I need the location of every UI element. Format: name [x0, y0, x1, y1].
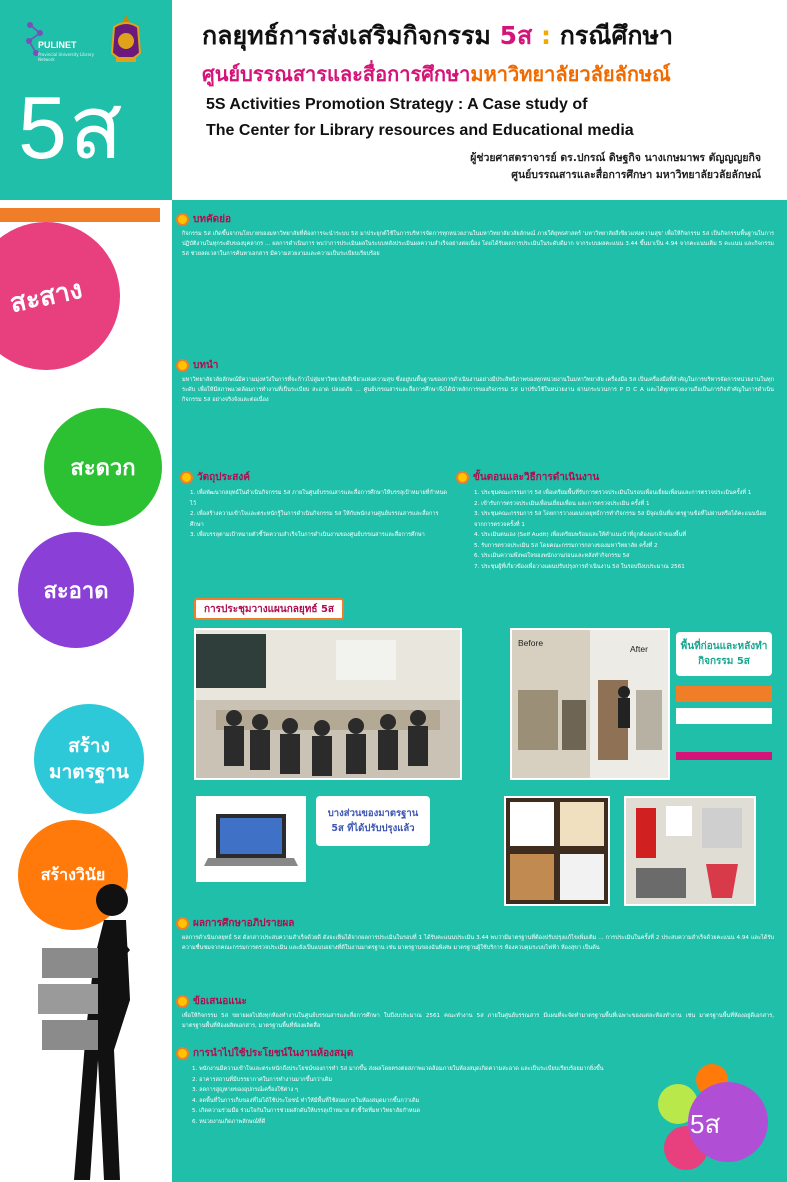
- title-english: [206, 92, 634, 144]
- benefit-item: 1. พนักงานมีความเข้าใจและตระหนักถึงประโยชน์ของการทำ 5ส มากขึ้น ส่งผลโดยตรงต่อสภาพแวดล้อมภายในห้องสมุดเกิดความสะอาด และเป็นระเบียบเรียบร้อยมากยิ่งขึ้น: [192, 1066, 604, 1072]
- step-item: 2. เข้ารับการตรวจประเมินเพื่อนเยี่ยมเพื่อน และการตรวจประเมิน ครั้งที่ 1: [474, 500, 650, 507]
- circle-shitsuke-label: สร้างวินัย: [40, 864, 106, 884]
- suggestions-text: เพื่อให้กิจกรรม 5ส ขยายผลไปยังทุกห้องทำงานในศูนย์บรรณสารและสื่อการศึกษา ในปีงบประมาณ 2561 คณะทำงาน 5ส ภายในศูนย์บรรณสาร มีแผนที่จะจัดทำมาตรฐานพื้นที่เฉพาะของแต่ละห้องทำงาน เช่น มาตรฐานพื้นที่ห้องอยู่ดีเอกสาร, มาตรฐานพื้นที่ห้องผลิตเอกสาร, มาตรฐานพื้นที่ห้องผลิตสื่อ: [182, 1013, 774, 1030]
- standards-photo-1: [196, 796, 306, 882]
- objectives-heading: [180, 470, 452, 485]
- benefits-section: [176, 1046, 646, 1127]
- bullet-icon: [176, 213, 189, 226]
- shelf-labels-image: [506, 798, 608, 904]
- steps-list: [456, 488, 774, 572]
- benefit-item: 6. หน่วยงานเกิดภาพลักษณ์ที่ดี: [192, 1118, 266, 1125]
- laptop-image: [198, 798, 304, 880]
- step-item: 4. ประเมินตนเอง (Self Audit) เพื่อเตรียมพร้อมและให้คำแนะนำที่ถูกต้องแก่เจ้าของพื้นที่: [474, 532, 687, 538]
- standards-photo-2: [504, 796, 610, 906]
- step-item: 6. ประเมินความพึงพอใจของพนักงานก่อนและหลังทำกิจกรรม 5ส: [474, 553, 630, 559]
- benefit-item: 5. เกิดความร่วมมือ ร่วมใจกันในการช่วยผลักดันให้บรรลุเป้าหมาย ตัวชี้วัดที่มหาวิทยาลัยกำหนด: [192, 1108, 421, 1114]
- intro-text: มหาวิทยาลัยวลัยลักษณ์มีความมุ่งหวังในการที่จะก้าวไปสู่มหาวิทยาลัยสีเขียวแห่งความสุข ซึ่งอยู่บนพื้นฐานของการดำเนินงานอย่างมีประสิทธิภาพของทุกหน่วยงานในมหาวิทยาลัย เครื่องมือ 5ส เป็นเครื่องมือที่สำคัญในการบริหารจัดการหน่วยงานในทุกระดับ เพื่อให้มีสภาพแวดล้อมการทำงานที่เป็นระเบียบ สะอาด ปลอดภัย ... ศูนย์บรรณสารและสื่อการศึกษาจึงได้นำหลักการของกิจกรรม 5ส มาปรับใช้ในหน่วยงาน ผ่านกระบวนการ P D C A และได้ทุกหน่วยงานถือเป็นภารกิจสำคัญในการดำเนินกิจกรรม 5ส อย่างจริงจังและต่อเนื่อง: [182, 377, 774, 404]
- area-caption-box: [676, 632, 772, 676]
- circle-seiri-label: สะสาง: [7, 274, 85, 319]
- header: [172, 0, 787, 200]
- title-english-line1: 5S Activities Promotion Strategy : A Case study of: [206, 96, 588, 113]
- circle-seiso: [18, 532, 134, 648]
- meeting-photo-label: การประชุมวางแผนกลยุทธ์ 5ส: [194, 598, 344, 620]
- step-item: 5. รับการตรวจประเมิน 5ส โดยคณะกรรมการกลางของมหาวิทยาลัย ครั้งที่ 2: [474, 542, 658, 549]
- step-item: 7. ประชุมผู้ที่เกี่ยวข้องเพื่อวางแผนปรับปรุงการดำเนินงาน 5ส ในรอบปีงบประมาณ 2561: [474, 563, 685, 570]
- authors: [470, 150, 761, 184]
- area-caption: พื้นที่ก่อนและหลังทำกิจกรรม 5ส: [680, 641, 768, 667]
- abstract-section: [176, 212, 774, 260]
- title-thai-center: ศูนย์บรรณสารและสื่อการศึกษา: [202, 62, 471, 86]
- title-english-line2: The Center for Library resources and Educational media: [206, 122, 634, 139]
- standard-caption-box: [316, 796, 430, 846]
- logo-area: [0, 0, 172, 82]
- after-label: After: [630, 644, 648, 654]
- bullet-icon: [456, 471, 469, 484]
- bullet-icon: [180, 471, 193, 484]
- pulinet-logo-text: PULINET: [38, 40, 77, 50]
- orange-accent-bar: [0, 208, 160, 222]
- circle-seiton: [44, 408, 162, 526]
- step-item: 1. ประชุมคณะกรรมการ 5ส เพื่อเตรียมพื้นที่รับการตรวจประเมินในรอบเพื่อนเยี่ยมเพื่อนและการตรวจประเมินครั้งที่ 1: [474, 490, 752, 496]
- intro-section: [176, 358, 774, 406]
- circle-seiketsu: [34, 704, 144, 814]
- abstract-heading-text: บทคัดย่อ: [193, 214, 231, 225]
- benefit-item: 3. ลดการสูญหายของอุปกรณ์เครื่องใช้ต่าง ๆ: [192, 1087, 298, 1093]
- objectives-heading-text: วัตถุประสงค์: [197, 472, 250, 483]
- before-after-photo: [510, 628, 670, 780]
- orange-strip-2: [676, 708, 772, 724]
- authors-affiliation: ศูนย์บรรณสารและสื่อการศึกษา มหาวิทยาลัยวลัยลักษณ์: [511, 169, 761, 181]
- university-seal-icon: [106, 13, 146, 69]
- suggestions-heading: [176, 994, 774, 1009]
- steps-heading: [456, 470, 774, 485]
- title-thai-part-c: กรณีศึกษา: [559, 21, 673, 50]
- benefits-heading-text: การนำไปใช้ประโยชน์ในงานห้องสมุด: [193, 1048, 354, 1059]
- standards-photo-3: [624, 796, 756, 906]
- objective-item: 1. เพื่อพัฒนากลยุทธ์ในดำเนินกิจกรรม 5ส ภายในศูนย์บรรณสารและสื่อการศึกษาให้บรรลุเป้าหมายที่กำหนดไว้: [190, 490, 448, 507]
- title-thai-part-a: กลยุทธ์การส่งเสริมกิจกรรม: [202, 21, 491, 50]
- steps-heading-text: ขั้นตอนและวิธีการดำเนินงาน: [473, 472, 600, 483]
- title-thai-colon: :: [540, 21, 551, 50]
- title-thai-university: มหาวิทยาลัยวลัยลักษณ์: [470, 62, 671, 86]
- objective-item: 3. เพื่อบรรลุตามเป้าหมายตัวชี้วัดความสำเร็จในการดำเนินงานของศูนย์บรรณสารและสื่อการศึกษา: [190, 532, 425, 538]
- step-item: 3. ประชุมคณะกรรมการ 5ส โดยการวางแผนกลยุทธ์การทำกิจกรรม 5ส มีจุดเน้นที่มาตรฐานข้อที่ไม่ผ่านหรือได้คะแนนน้อยจากการตรวจครั้งที่ 1: [474, 511, 767, 528]
- before-label: Before: [518, 638, 544, 648]
- benefit-item: 4. ลดพื้นที่ในการเก็บของที่ไม่ได้ใช้ประโยชน์ ทำให้มีพื้นที่ใช้สอยภายในห้องสมุดมากขึ้นกว่าเดิม: [192, 1097, 420, 1104]
- orange-strip-1: [676, 686, 772, 702]
- bullet-icon: [176, 359, 189, 372]
- circle-seiso-label: สะอาด: [43, 578, 109, 604]
- bullet-icon: [176, 1047, 189, 1060]
- pulinet-logo-subtext: Provincial University Library Network: [38, 52, 94, 62]
- benefit-item: 2. อาคารสถานที่มีบรรยากาศในการทำงานมากขึ้นกว่าเดิม: [192, 1076, 333, 1083]
- circle-seiton-label: สะดวก: [70, 455, 136, 481]
- orange-strip-3: [676, 752, 772, 760]
- standard-caption: บางส่วนของมาตรฐาน 5ส ที่ได้ปรับปรุงแล้ว: [327, 808, 419, 834]
- pulinet-logo: [24, 21, 94, 61]
- meeting-photo: [194, 628, 462, 780]
- fire-extinguisher-image: [626, 798, 754, 904]
- title-thai-5s: 5ส: [499, 21, 533, 50]
- bullet-icon: [176, 995, 189, 1008]
- abstract-text: กิจกรรม 5ส เกิดขึ้นจากนโยบายของมหาวิทยาลัยที่ต้องการจะนำระบบ 5ส มาประยุกต์ใช้ในการบริหารจัดการทุกหน่วยงานในมหาวิทยาลัยวลัยลักษณ์ ภายใต้ยุทธศาสตร์ 'มหาวิทยาลัยสีเขียวแห่งความสุข' เพื่อให้กิจกรรม 5ส เป็นกิจกรรมพื้นฐานในการปฏิบัติงานในทุกระดับของบุคลากร ... ผลการดำเนินการ พบว่าการประเมินผลในระบบหลังประเมินผลความสำเร็จอย่างต่อเนื่อง โดยได้รับผลการประเมินในระดับดีมาก จากระบบผลคะแนน 3.44 ขึ้นมาเป็น 4.94 จากคะแนนเต็ม 5 คะแนน และกิจกรรม 5ส ช่วยลดเวลาในการค้นหาเอกสาร มีความสวยงามและความเป็นระเบียบเรียบร้อย: [182, 231, 774, 258]
- objectives-section: [180, 470, 452, 541]
- suggestions-heading-text: ข้อเสนอแนะ: [193, 996, 247, 1007]
- bullet-icon: [176, 917, 189, 930]
- steps-section: [456, 470, 774, 572]
- suggestions-section: [176, 994, 774, 1031]
- footer-5s-mark: 5ส: [690, 1109, 721, 1139]
- abstract-heading: [176, 212, 774, 227]
- big-5s-mark: 5ส: [18, 78, 125, 177]
- results-text: ผลการดำเนินกลยุทธ์ 5ส ดังกล่าวประสบความสำเร็จด้วยดี ดังจะเห็นได้จากผลการประเมินในรอบที่ 1 ได้รับคะแนนประเมิน 3.44 พบว่ามีมาตรฐานที่ต้องปรับปรุงแก้ไขเพิ่มเติม ... การประเมินในครั้งที่ 2 ประสบความสำเร็จด้วยคะแนน 4.94 และได้รับความชื่นชมจากคณะกรรมการตรวจประเมิน และยังเป็นแบบอย่างที่ดีในงานมาตรฐาน เช่น มาตรฐานของฉันพิเศษ มาตรฐานผู้ใช้บริการ ห้องควบคุมระบบไฟฟ้า ห้องสุขา เป็นต้น: [182, 935, 774, 952]
- title-thai-line1: [202, 16, 673, 56]
- benefits-heading: [176, 1046, 646, 1061]
- benefits-list: [176, 1064, 646, 1127]
- results-section: [176, 916, 774, 953]
- intro-heading: [176, 358, 774, 373]
- person-carrying-boxes-icon: [34, 880, 144, 1180]
- results-heading-text: ผลการศึกษาอภิปรายผล: [193, 918, 295, 929]
- results-heading: [176, 916, 774, 931]
- intro-heading-text: บทนำ: [193, 360, 219, 371]
- authors-names: ผู้ช่วยศาสตราจารย์ ดร.ปกรณ์ ดิษฐกิจ นางเกษมาพร ตัญญญยกิจ: [470, 152, 761, 164]
- circle-seiketsu-label: สร้างมาตรฐาน: [49, 735, 129, 783]
- objective-item: 2. เพื่อสร้างความเข้าใจและตระหนักรู้ในการดำเนินกิจกรรม 5ส ให้กับพนักงานศูนย์บรรณสารและสื่อการศึกษา: [190, 511, 439, 528]
- objectives-list: [180, 488, 452, 541]
- title-thai-line2: [202, 58, 671, 90]
- meeting-room-image: [196, 630, 460, 778]
